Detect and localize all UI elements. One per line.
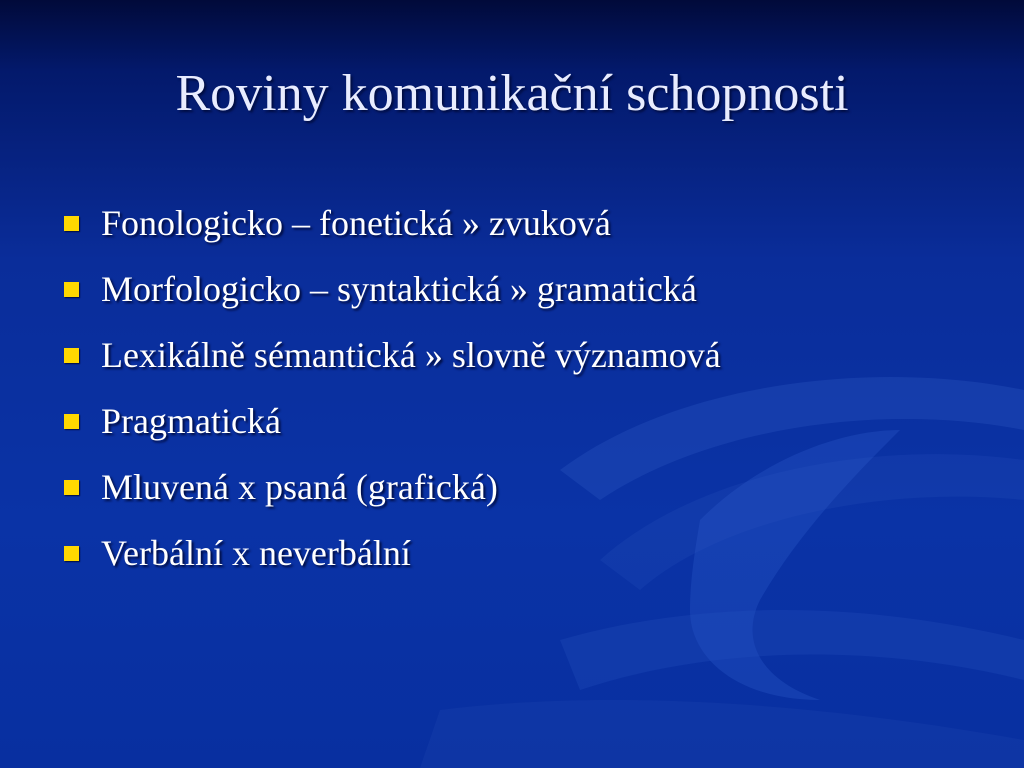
bullet-item [64, 388, 721, 454]
square-bullet-icon [64, 480, 79, 495]
bullet-list [64, 190, 721, 586]
square-bullet-icon [64, 216, 79, 231]
slide-title: Roviny komunikační schopnosti [175, 65, 849, 122]
bullet-text: Mluvená x psaná (grafická) [101, 467, 498, 507]
bullet-text: Morfologicko – syntaktická » gramatická [101, 269, 697, 309]
square-bullet-icon [64, 348, 79, 363]
bullet-text: Pragmatická [101, 401, 281, 441]
bullet-item [64, 520, 721, 586]
bullet-text: Verbální x neverbální [101, 533, 411, 573]
square-bullet-icon [64, 414, 79, 429]
bullet-item [64, 322, 721, 388]
bullet-item [64, 256, 721, 322]
bullet-text: Lexikálně sémantická » slovně významová [101, 335, 721, 375]
bullet-item [64, 190, 721, 256]
bullet-text: Fonologicko – fonetická » zvuková [101, 203, 611, 243]
square-bullet-icon [64, 282, 79, 297]
bullet-item [64, 454, 721, 520]
square-bullet-icon [64, 546, 79, 561]
